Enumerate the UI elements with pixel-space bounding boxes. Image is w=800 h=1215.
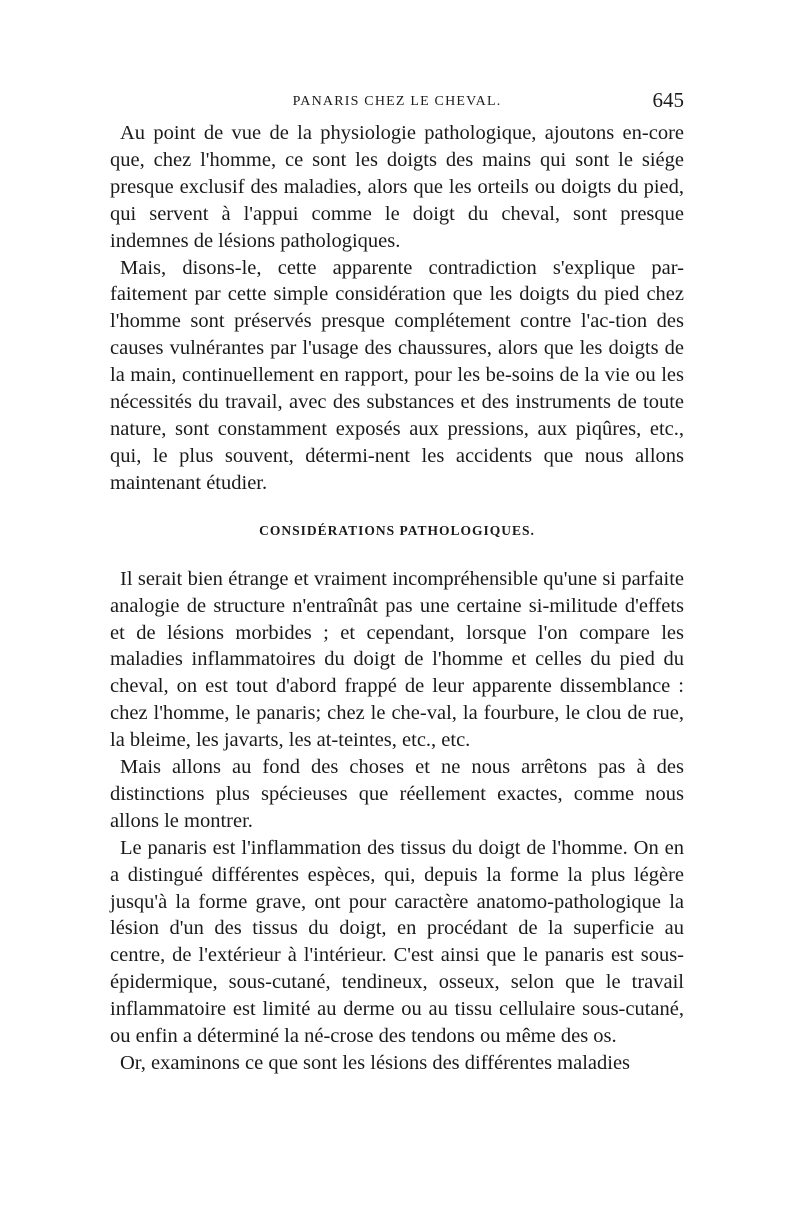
running-title: PANARIS CHEZ LE CHEVAL. (292, 94, 502, 109)
book-page (110, 88, 684, 1077)
running-head (110, 88, 684, 118)
paragraph-5: Le panaris est l'inflammation des tissus du doigt de l'homme. On en a distingué différentes espèces, qui, depuis la forme la plus légère jusqu'à la forme grave, ont pour caractère anatomo-pathologique la lésion d'un des tissus du doigt, en procédant de la superficie au centre, de l'extérieur à l'intérieur. C'est ainsi que le panaris est sous-épidermique, sous-cutané, tendineux, osseux, selon que le travail inflammatoire est limité au derme ou au tissu cellulaire sous-cutané, ou enfin a déterminé la né-crose des tendons ou même des os. (110, 836, 684, 1048)
paragraph-2: Mais, disons-le, cette apparente contradiction s'explique par-faitement par cette simple considération que les doigts du pied chez l'homme sont préservés presque complétement contre l'ac-tion des causes vulnérantes par l'usage des chaussures, alors que les doigts de la main, continuellement en rapport, pour les be-soins de la vie ou les nécessités du travail, avec des substances et des instruments de toute nature, sont constamment exposés aux pressions, aux piqûres, etc., qui, le plus souvent, détermi-nent les accidents que nous allons maintenant étudier. (110, 256, 684, 494)
page-number: 645 (652, 88, 684, 112)
paragraph-4: Mais allons au fond des choses et ne nous arrêtons pas à des distinctions plus spécieuses que réellement exactes, comme nous allons le montrer. (110, 756, 684, 832)
paragraph-6: Or, examinons ce que sont les lésions des différentes maladies (120, 1052, 631, 1074)
section-heading: CONSIDÉRATIONS PATHOLOGIQUES. (259, 522, 535, 538)
paragraph-3: Il serait bien étrange et vraiment incompréhensible qu'une si parfaite analogie de structure n'entraînât pas une certaine si-militude d'effets et de lésions morbides ; et cependant, lorsque l'on compare les maladies inflammatoires du doigt de l'homme et celles du pied du cheval, on est tout d'abord frappé de leur apparente dissemblance : chez l'homme, le panaris; chez le che-val, la fourbure, le clou de rue, la bleime, les javarts, les at-teintes, etc., etc. (110, 567, 684, 752)
paragraph-1: Au point de vue de la physiologie pathologique, ajoutons en-core que, chez l'homme, ce sont les doigts des mains qui sont le siége presque exclusif des maladies, alors que les orteils ou doigts du pied, qui servent à l'appui comme le doigt du cheval, sont presque indemnes de lésions pathologiques. (110, 122, 684, 252)
